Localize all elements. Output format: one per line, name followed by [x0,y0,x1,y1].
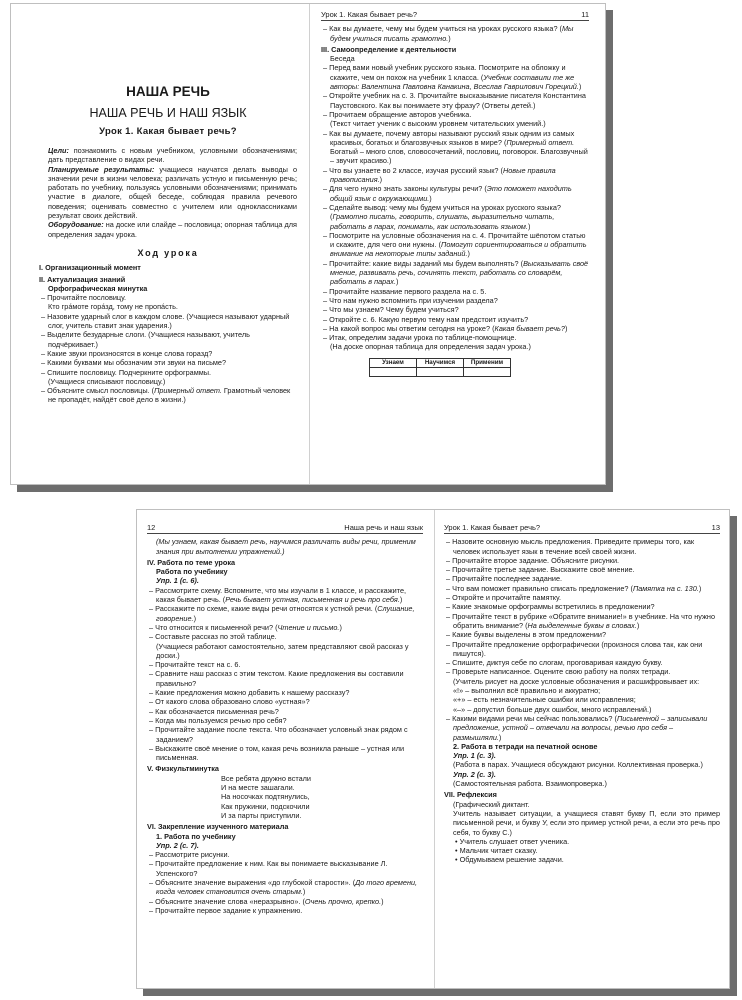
section-heading: IV. Работа по теме урока [147,557,236,567]
poem-line: Все ребята дружно встали [221,773,312,783]
running-header: 12 Наша речь и наш язык [147,523,423,534]
exercise-label: Упр. 1 (с. 6). [156,576,199,586]
bullet-item: • Мальчик читает сказку. [455,846,538,856]
list-item: – Какие предложения можно добавить к нашему рассказу? [149,688,350,698]
list-item: – Что мы узнаем? Чему будем учиться? [323,305,459,315]
list-item: – Рассмотрите схему. Вспомните, что мы изучали в 1 классе, и расскажите, какая бывает речь. (Речь бывает устная, письменная и речь про себя.) [149,585,407,605]
spread-top [10,3,606,485]
list-item: – Спишите пословицу. Подчеркните орфограммы. [41,367,212,377]
list-item: – Прочитайте задание после текста. Что обозначает условный знак рядом с заданием? [149,725,408,744]
tasks-table [369,358,511,377]
list-item: (Мы узнаем, какая бывает речь, научимся различать виды речи, применим знания при выполнении упражнений.) [156,537,416,556]
list-item: – От какого слова образовано слово «устная»? [149,697,310,707]
equipment: Оборудование: на доске или слайде – пословица; опорная таблица для определения задач урока. [48,220,297,239]
section-heading: III. Самоопределение к деятельности [321,44,457,54]
list-item: – Прочитайте текст в рубрике «Обратите внимание!» в учебнике. На что нужно обратить внимание? (На выделенные буквы в словах.) [446,611,715,630]
running-header: Урок 1. Какая бывает речь? 11 [321,10,589,21]
section-heading: I. Организационный момент [39,263,141,273]
proverb: Кто грáмоте горáзд, тому не пропáсть. [48,302,178,312]
list-item: – Что вам поможет правильно списать предложение? (Памятка на с. 130.) [446,583,702,593]
subheading: 2. Работа в тетради на печатной основе [453,741,598,751]
list-item: – Как вы думаете, почему авторы называют русский язык одним из самых красивых, богатых и благозвучных языков в мире? (Примерный ответ. Богатый – много слов, словосочетаний, пословиц, поговорок. Благозвучный – звучит красиво.) [323,128,588,166]
list-item: – Назовите основную мысль предложения. Приведите примеры того, как человек использует язык в течение всей своей жизни. [446,537,695,556]
list-item: – Рассмотрите рисунки. [149,850,230,860]
section-heading: II. Актуализация знаний [39,274,126,284]
list-item: – Какими видами речи мы сейчас пользовались? (Письменной – записывали предложение, устной – отвечали на вопросы, речью про себя – размышляли.) [446,713,708,742]
list-item: – Объясните значение слова «неразрывно». (Очень прочно, крепко.) [149,896,384,906]
poem-line: Как пружинки, подскочили [221,801,310,811]
bullet-item: • Обдумываем решение задачи. [455,855,564,865]
list-item: – Выделите безударные слоги. (Учащиеся называют, учитель подчёркивает.) [41,330,250,349]
list-item: – Прочитайте текст на с. 6. [149,660,241,670]
lesson-plan-heading: Ход урока [137,247,199,258]
running-header: Урок 1. Какая бывает речь? 13 [444,523,720,534]
list-item: – Какие знакомые орфограммы встретились в предложении? [446,602,655,612]
list-item: – Прочитайте: какие виды заданий мы будем выполнять? (Высказывать своё мнение, развивать речь, сочинять текст, работать со словарём, работать в парах.) [323,258,589,287]
list-item: «+» – есть незначительные ошибки или исправления; [453,695,636,705]
section-heading: VI. Закрепление изученного материала [147,822,289,832]
spread-bottom [136,509,730,989]
list-item: – Прочитаем обращение авторов учебника. [323,109,472,119]
list-item: – Прочитайте название первого раздела на с. 5. [323,286,487,296]
bullet-item: • Учитель слушает ответ ученика. [455,836,570,846]
list-item: – Прочитайте второе задание. Объясните рисунки. [446,555,620,565]
subheading: Орфографическая минутка [48,283,148,293]
table-header-cell: Применим [464,358,511,367]
table-cell [417,367,464,376]
subheading: Беседа [330,54,355,64]
list-item: – Для чего нужно знать законы культуры речи? (Это поможет находить общий язык с окружающими.) [323,184,572,203]
list-item: (Самостоятельная работа. Взаимопроверка.) [453,779,607,789]
section-title: НАША РЕЧЬ [126,84,210,99]
poem [147,774,423,820]
list-item: (Работа в парах. Учащиеся обсуждают рисунки. Коллективная проверка.) [453,760,703,770]
list-item: – Как вы думаете, чему мы будем учиться на уроках русского языка? (Мы будем учиться писать грамотно.) [323,24,574,43]
list-item: – Прочитайте пословицу. [41,293,127,303]
list-item: – Прочитайте предложение к ним. Как вы понимаете высказывание Л. Успенского? [149,859,388,878]
results: Планируемые результаты: учащиеся научатся делать выводы о значении речи в жизни человека; различать устную и письменную речь; работать по учебнику, пользуясь условными обозначениями; принимать участие в диалоге, общей беседе, соблюдая правила речевого поведения; оценивать совместно с учителем или одноклассниками результат своих действий. [48,164,297,221]
list-item: – Итак, определим задачи урока по таблице-помощнице. [323,333,517,343]
poem-line: И за парты приступили. [221,810,302,820]
list-item: «!» – выполнил всё правильно и аккуратно; [453,686,601,696]
list-item: (На доске опорная таблица для определения задач урока.) [330,342,531,352]
page-fold [309,4,310,484]
list-item: – Откройте с. 6. Какую первую тему нам предстоит изучить? [323,314,529,324]
list-item: – Составьте рассказ по этой таблице. [149,632,277,642]
table-cell [370,367,417,376]
page-11 [321,10,589,480]
list-item: (Учащиеся работают самостоятельно, затем представляют свой рассказ у доски.) [156,641,409,660]
list-item: – Что нам нужно вспомнить при изучении раздела? [323,295,498,305]
poem-line: На носочках подтянулись, [221,792,310,802]
list-item: «–» – допустил больше двух ошибок, много исправлений.) [453,704,652,714]
list-item: – Назовите ударный слог в каждом слове. (Учащиеся называют ударный слог, учитель ставит знак ударения.) [41,311,290,331]
page-fold [434,510,435,988]
list-item: (Текст читает ученик с высоким уровнем читательских умений.) [330,119,546,129]
list-item: Учитель называет ситуации, а учащиеся ставят букву П, если это пример письменной речи, и букву У, если это пример устной речи, а если это речь про себя, то букву С.) [453,808,720,837]
list-item: – Какими буквами мы обозначим эти звуки на письме? [41,358,227,368]
list-item: – Когда мы пользуемся речью про себя? [149,715,287,725]
list-item: – Прочитайте последнее задание. [446,574,563,584]
exercise-label: Упр. 2 (с. 3). [453,769,496,779]
page-number: 11 [581,10,589,19]
list-item: – Посмотрите на условные обозначения на с. 4. Прочитайте шёпотом статью и скажите, для чего они нужны. (Помогут сориентироваться и обратить внимание на некоторые типы заданий.) [323,230,587,259]
page-12 [147,523,423,985]
list-item: – Какие звуки произносятся в конце слова горазд? [41,348,213,358]
list-item: – Сделайте вывод: чему мы будем учиться на уроках русского языка? (Грамотно писать, говорить, слушать, выразительно читать, работать в парах, понимать, как использовать языком.) [323,202,561,231]
list-item: – Откройте и прочитайте памятку. [446,593,562,603]
page-13 [444,523,720,985]
table-header-cell: Узнаем [370,358,417,367]
subheading: 1. Работа по учебнику [156,831,236,841]
list-item: – Какие буквы выделены в этом предложении? [446,630,607,640]
section-heading: V. Физкультминутка [147,764,219,774]
list-item: – Объясните значение выражения «до глубокой старости». (До того времени, когда человек становится очень старым.) [149,877,418,897]
page-number: 13 [711,523,720,532]
goals: Цели: познакомить с новым учебником, условными обозначениями; дать представление о видах речи. [48,146,297,165]
list-item: – Что относится к письменной речи? (Чтение и письмо.) [149,622,342,632]
list-item: (Графический диктант. [453,799,530,809]
list-item: – Что вы узнаете во 2 классе, изучая русский язык? (Новые правила правописания.) [323,165,556,185]
page-10 [39,12,297,482]
list-item: (Учащиеся списывают пословицу.) [48,376,166,386]
list-item: – Проверьте написанное. Оцените свою работу на полях тетради. [446,667,671,677]
lesson-title: Урок 1. Какая бывает речь? [99,126,237,137]
list-item: – Объясните смысл пословицы. (Примерный ответ. Грамотный человек не пропадёт, найдёт своё дело в жизни.) [41,386,291,405]
table-cell [464,367,511,376]
list-item: – Перед вами новый учебник русского языка. Посмотрите на обложку и скажите, чем он похож на учебник 1 класса. (Учебник составили те же авторы: Валентина Павловна Канакина, Всеслав Гаврилович Горецкий.) [323,63,582,92]
page-number: 12 [147,523,156,532]
list-item: – Откройте учебник на с. 3. Прочитайте высказывание писателя Константина Паустовского. Как вы понимаете эту фразу? (Ответы детей.) [323,91,586,110]
exercise-label: Упр. 1 (с. 3). [453,751,496,761]
poem-line: И на месте зашагали. [221,783,295,793]
list-item: – Как обозначается письменная речь? [149,706,279,716]
table-header-cell: Научимся [417,358,464,367]
list-item: – Прочитайте третье задание. Выскажите своё мнение. [446,565,635,575]
list-item: – Сравните наш рассказ с этим текстом. Какие предложения вы составили правильно? [149,669,404,688]
list-item: – На какой вопрос мы ответим сегодня на уроке? (Какая бывает речь?) [323,323,568,333]
list-item: – Прочитайте предложение орфографически (произнося слова так, как они пишутся). [446,639,703,658]
section-heading: VII. Рефлексия [444,790,497,800]
list-item: – Спишите, диктуя себе по слогам, проговаривая каждую букву. [446,658,663,668]
subheading: Работа по учебнику [156,567,228,577]
list-item: – Выскажите своё мнение о том, какая речь возникла раньше – устная или письменная. [149,743,405,763]
exercise-label: Упр. 2 (с. 7). [156,840,199,850]
subsection-title: НАША РЕЧЬ И НАШ ЯЗЫК [89,106,247,120]
list-item: (Учитель рисует на доске условные обозначения и расшифровывает их: [453,676,700,686]
list-item: – Прочитайте первое задание к упражнению. [149,905,303,915]
list-item: – Расскажите по схеме, какие виды речи относятся к устной речи. (Слушание, говорение.) [149,604,415,623]
